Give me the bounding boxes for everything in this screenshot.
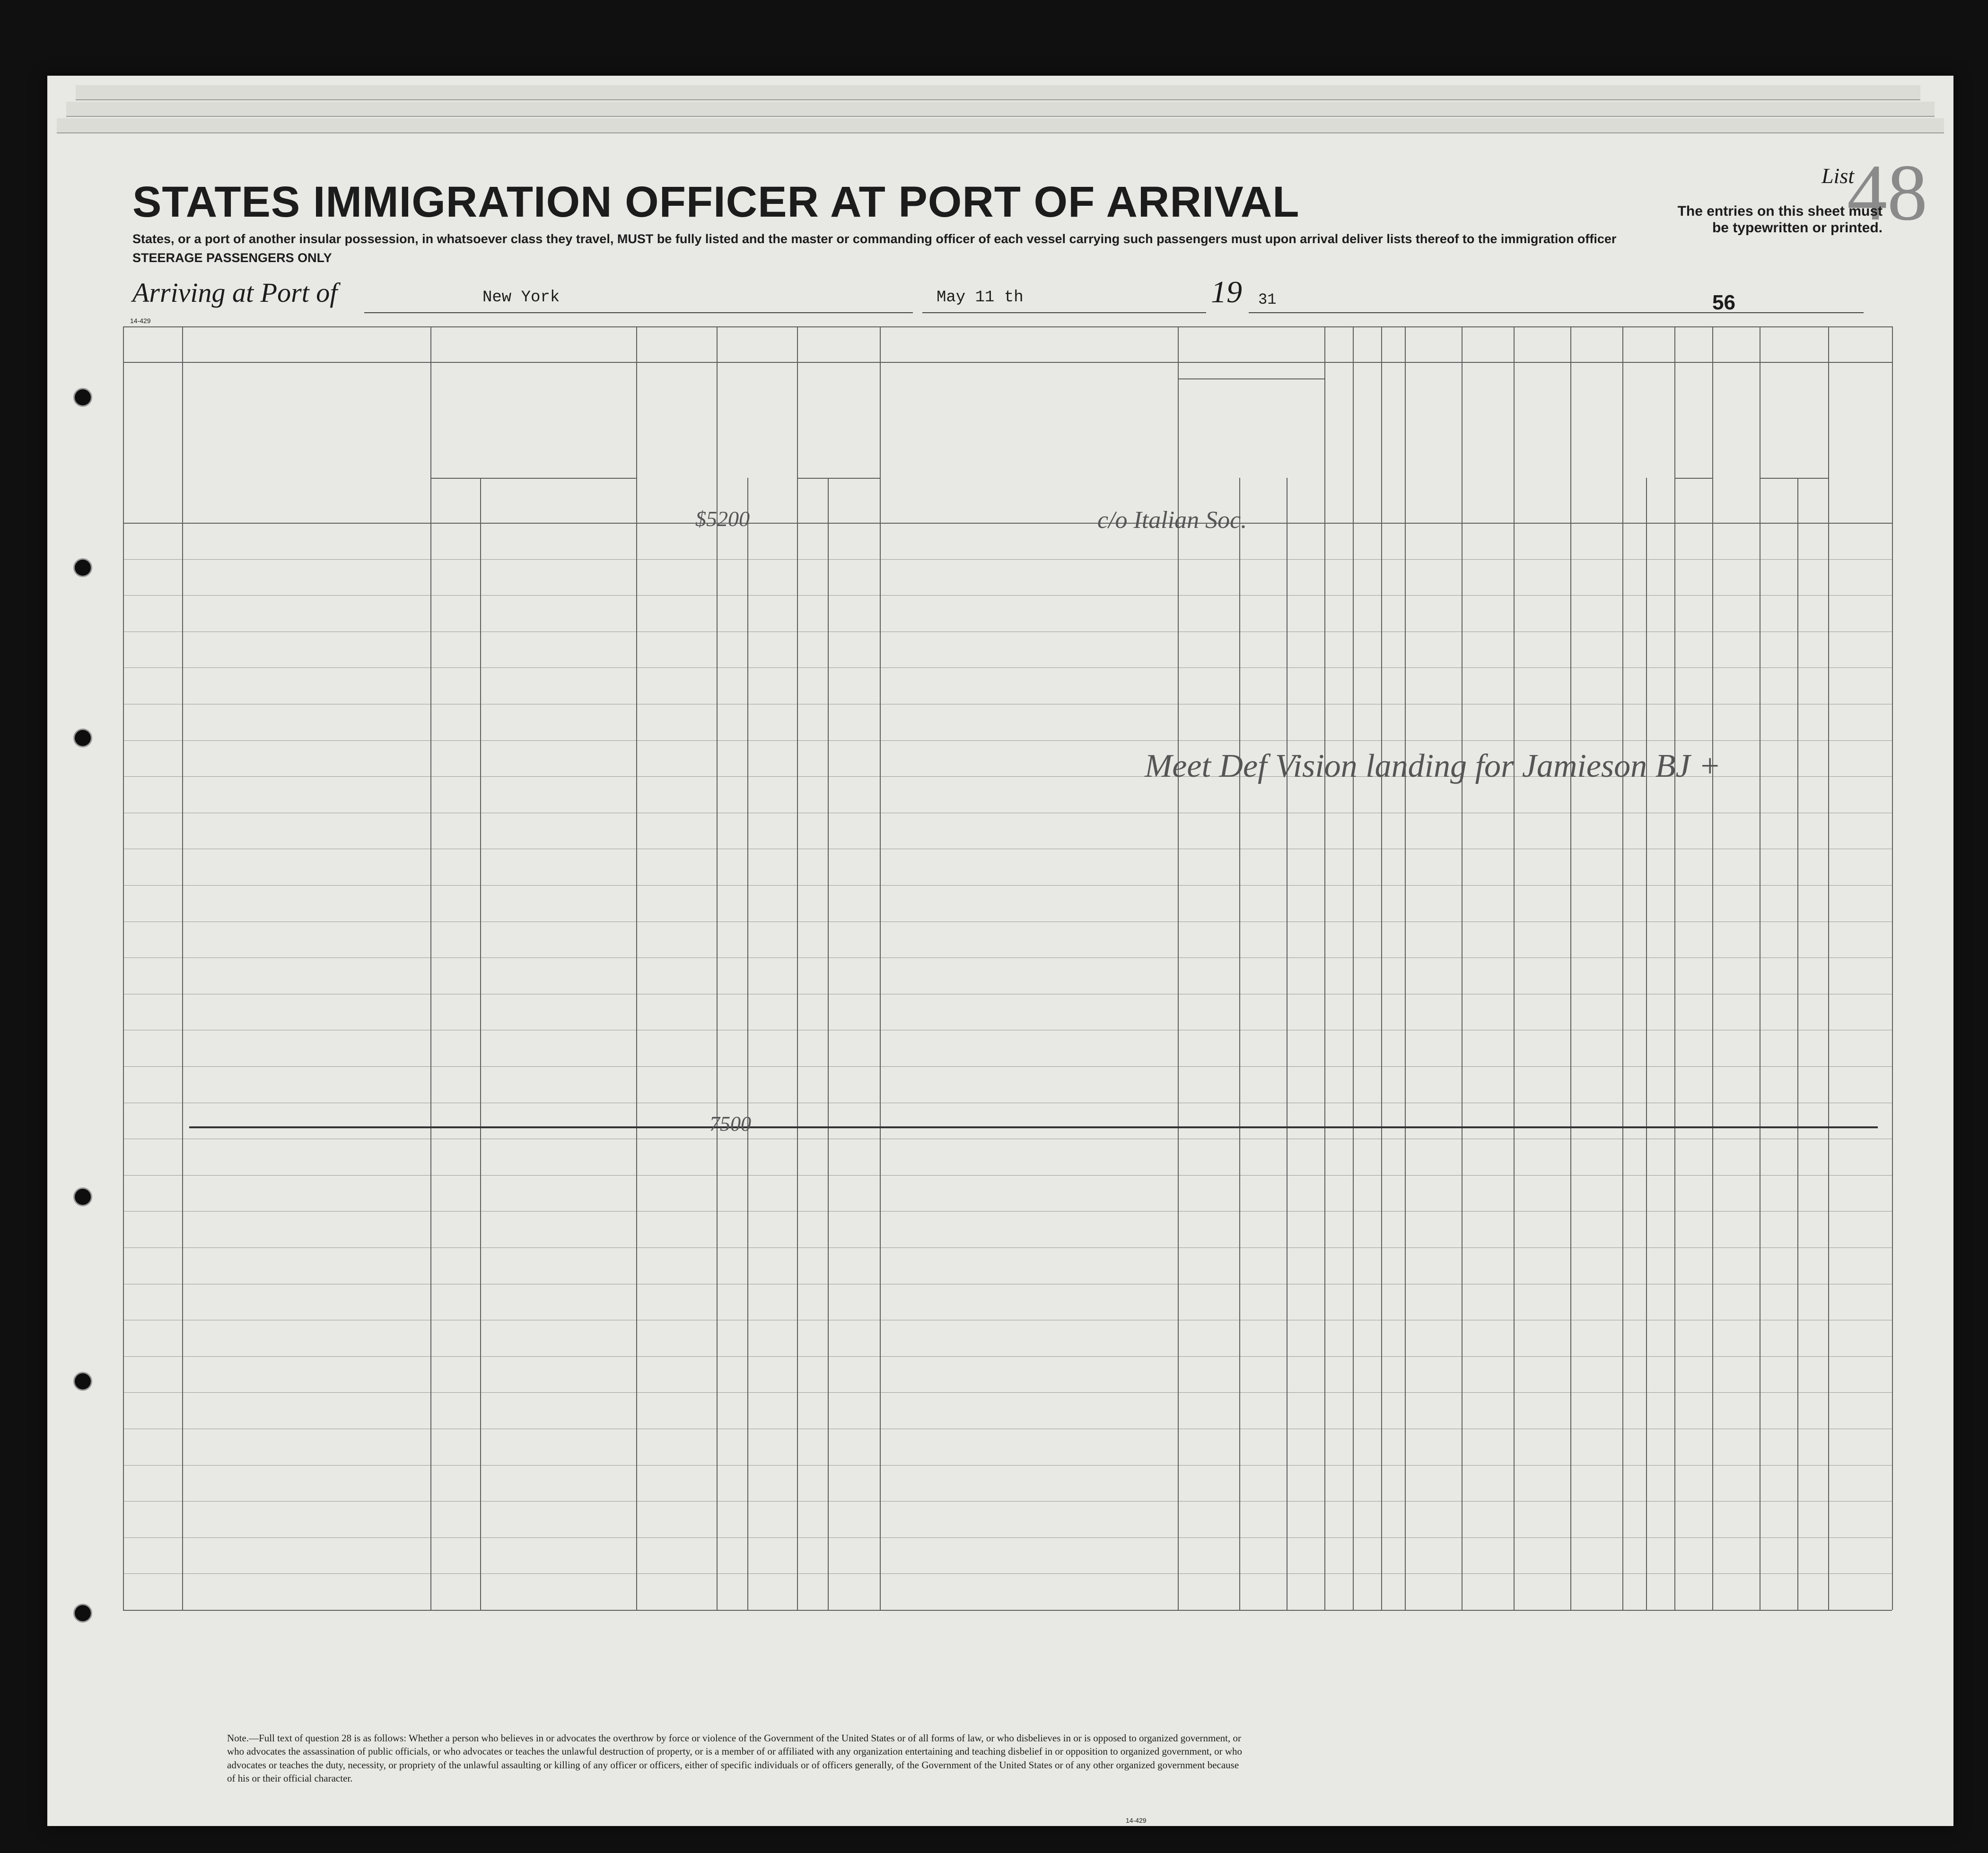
subcolumn-rule xyxy=(747,478,748,1610)
row-rule xyxy=(123,885,1892,886)
page-number: 56 xyxy=(1712,291,1735,314)
column-rule xyxy=(1514,326,1515,1610)
column-rule xyxy=(797,326,798,1610)
subcolumn-rule xyxy=(1239,478,1240,1610)
footnote-question-28: Note.—Full text of question 28 is as follows: Whether a person who believes in or advocates the overthrow by force or violence of the Government of the United States or of all forms of law, or who disbelieves in or is opposed to organized government, or who advocates the assassination of public officials, or who advocates or teaches the unlawful destruction of property, or is a member of or affiliated with any organization entertaining and teaching disbelief in or opposition to organized government, or who advocates or teaches the duty, necessity, or propriety of the unlawful assaulting or killing of any officer or officers, either of specific individuals or of officers generally, of the Government of the United States or of any other organized government because of his or their official character. xyxy=(227,1732,1243,1784)
row-rule xyxy=(123,1537,1892,1538)
column-rule xyxy=(1324,326,1325,1610)
column-rule xyxy=(430,326,431,1610)
subheader-rule xyxy=(430,478,636,479)
binder-hole xyxy=(73,1187,92,1206)
column-rule xyxy=(636,326,637,1610)
column-rule xyxy=(1570,326,1571,1610)
row-rule xyxy=(123,1356,1892,1357)
row-rule xyxy=(123,1247,1892,1248)
column-rule xyxy=(1405,326,1406,1610)
row-rule xyxy=(123,1066,1892,1067)
list-note: be typewritten or printed. xyxy=(1712,220,1883,236)
form-code: 14-429 xyxy=(1126,1817,1147,1824)
arrival-port: New York xyxy=(482,289,560,307)
row-rule xyxy=(123,1392,1892,1393)
row-rule xyxy=(123,1211,1892,1212)
column-number-rule xyxy=(123,362,1892,363)
list-note: The entries on this sheet must xyxy=(1677,203,1883,219)
form-title: STATES IMMIGRATION OFFICER AT PORT OF ARRIVAL xyxy=(132,178,1300,226)
column-rule xyxy=(880,326,881,1610)
subheader-rule xyxy=(797,478,880,479)
subheader-rule xyxy=(1674,478,1712,479)
form-code: 14-429 xyxy=(130,317,151,325)
handwritten-money: 7500 xyxy=(709,1112,751,1135)
arrival-date: May 11 th xyxy=(937,289,1024,307)
binder-hole xyxy=(73,558,92,577)
row-rule xyxy=(123,957,1892,958)
subheader-rule xyxy=(1178,378,1324,379)
table-top-rule xyxy=(123,326,1892,327)
column-rule xyxy=(1622,326,1623,1610)
column-rule xyxy=(1674,326,1675,1610)
column-rule xyxy=(1712,326,1713,1610)
binder-hole xyxy=(73,729,92,747)
column-rule xyxy=(1892,326,1893,1610)
subcolumn-rule xyxy=(1797,478,1798,1610)
row-rule xyxy=(123,595,1892,596)
row-rule xyxy=(123,1501,1892,1502)
cancelled-row-strike xyxy=(189,1126,1878,1128)
binder-hole xyxy=(73,1372,92,1391)
form-instruction-steerage: STEERAGE PASSENGERS ONLY xyxy=(132,251,332,265)
row-rule xyxy=(123,1175,1892,1176)
row-rule xyxy=(123,667,1892,668)
row-rule xyxy=(123,559,1892,560)
column-rule xyxy=(1828,326,1829,1610)
arriving-label: Arriving at Port of xyxy=(132,277,338,308)
column-rule xyxy=(1462,326,1463,1610)
subcolumn-rule xyxy=(1646,478,1647,1610)
handwritten-annotation: c/o Italian Soc. xyxy=(1097,507,1247,534)
binder-hole xyxy=(73,388,92,407)
column-rule xyxy=(1381,326,1382,1610)
table-bottom-rule xyxy=(123,1610,1892,1611)
row-rule xyxy=(123,1465,1892,1466)
column-rule xyxy=(123,326,124,1610)
column-rule xyxy=(182,326,183,1610)
column-rule xyxy=(1353,326,1354,1610)
arrival-year: 31 xyxy=(1258,291,1277,308)
form-instruction: States, or a port of another insular possession, in whatsoever class they travel, MUST be fully listed and the master or commanding officer of each vessel carrying such passengers must upon arrival deliver lists thereof to the immigration officer xyxy=(132,232,1617,246)
arrival-year-prefix: 19 xyxy=(1211,275,1242,309)
list-label: List xyxy=(1821,164,1854,188)
list-number: 48 xyxy=(1847,148,1927,237)
header-bottom-rule xyxy=(123,523,1892,524)
row-rule xyxy=(123,1573,1892,1574)
row-rule xyxy=(123,740,1892,741)
handwritten-annotation: Meet Def Vision landing for Jamieson BJ + xyxy=(1145,748,1721,784)
manifest-page xyxy=(47,76,1953,1826)
manifest-table xyxy=(47,76,1953,1826)
subheader-rule xyxy=(1760,478,1828,479)
handwritten-money: $5200 xyxy=(695,507,750,531)
subcolumn-rule xyxy=(480,478,481,1610)
subcolumn-rule xyxy=(828,478,829,1610)
binder-hole xyxy=(73,1604,92,1623)
